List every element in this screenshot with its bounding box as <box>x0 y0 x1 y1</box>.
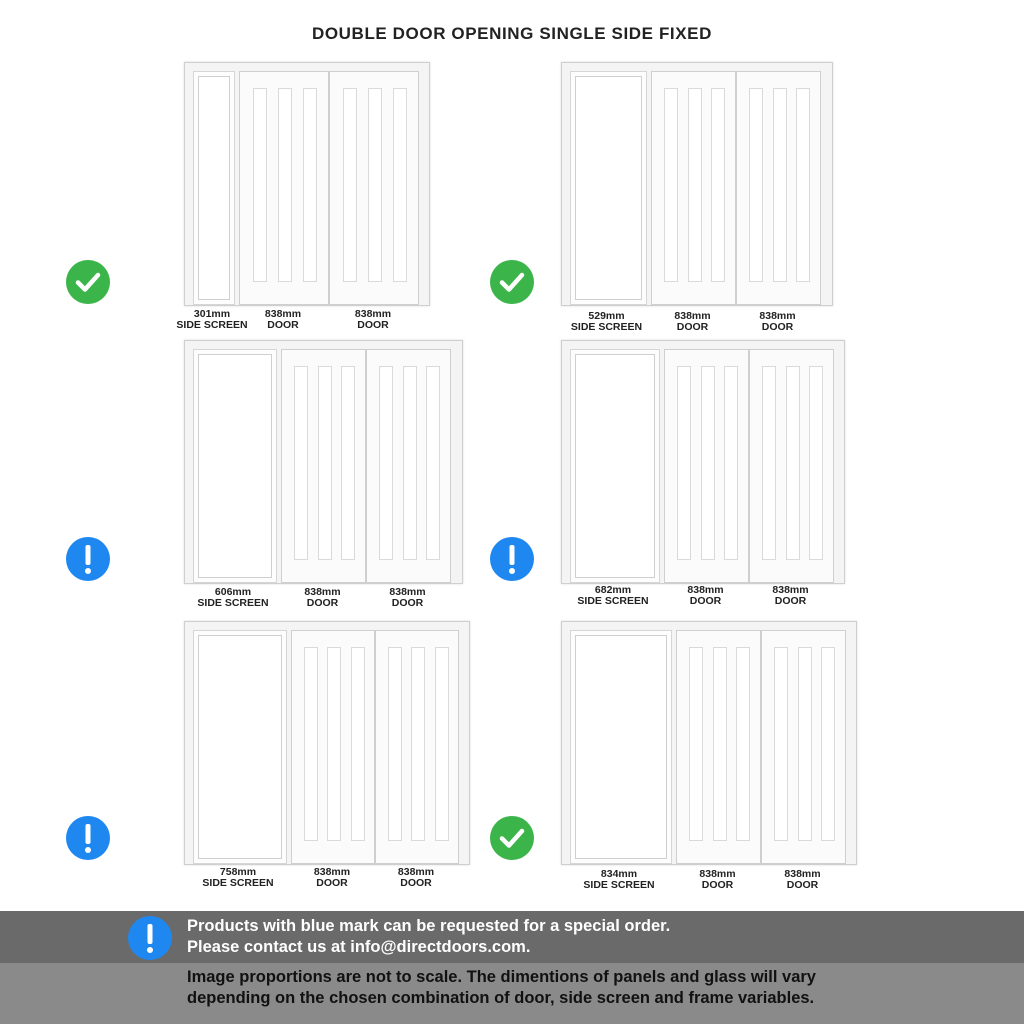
glass-pane <box>773 88 787 282</box>
glass-pane <box>303 88 317 282</box>
door-dimension <box>758 869 848 891</box>
glass-pane <box>426 366 440 560</box>
glass-pane <box>379 366 393 560</box>
special-order-line-1: Products with blue mark can be requested for a special order. <box>187 917 671 935</box>
dimension-value: 838mm <box>759 310 796 322</box>
glass-pane <box>327 647 341 841</box>
dimension-value: 758mm <box>219 866 257 878</box>
door-leaf <box>676 630 761 864</box>
exclamation-icon <box>66 537 110 581</box>
dimension-value: 838mm <box>699 868 736 880</box>
door-dimension <box>328 309 418 331</box>
glass-pane <box>713 647 727 841</box>
check-icon <box>490 260 534 304</box>
glass-pane <box>677 366 691 560</box>
glass-pane <box>786 366 800 560</box>
door-set-illustration <box>561 621 857 865</box>
door-dimension <box>278 587 368 609</box>
dimension-value: 838mm <box>313 866 351 878</box>
door-leaf <box>239 71 329 305</box>
glass-pane <box>701 366 715 560</box>
dimension-label: SIDE SCREEN <box>570 321 643 333</box>
check-icon <box>66 260 110 304</box>
dimension-label: SIDE SCREEN <box>583 879 655 891</box>
dimension-label: DOOR <box>701 879 734 891</box>
dimension-label: DOOR <box>774 595 807 607</box>
door-leaf <box>291 630 375 864</box>
door-dimension <box>287 867 377 889</box>
dimension-value: 838mm <box>784 868 821 880</box>
dimension-value: 529mm <box>588 310 625 322</box>
dimension-label: SIDE SCREEN <box>176 319 248 331</box>
dimension-label: DOOR <box>267 319 299 331</box>
glass-pane <box>253 88 267 282</box>
disclaimer-line-2: depending on the chosen combination of door, side screen and frame variables. <box>187 989 815 1007</box>
glass-pane <box>736 647 750 841</box>
check-icon <box>490 816 534 860</box>
side-screen-dimension <box>568 585 658 607</box>
door-dimension <box>746 585 836 607</box>
door-set-illustration <box>561 340 845 584</box>
door-leaf <box>366 349 451 583</box>
glass-pane <box>278 88 292 282</box>
door-dimension <box>673 869 763 891</box>
side-screen-dimension <box>193 867 283 889</box>
dimension-value: 838mm <box>354 308 392 320</box>
disclaimer-line-1: Image proportions are not to scale. The dimentions of panels and glass will vary <box>187 968 816 986</box>
dimension-value: 838mm <box>772 584 809 596</box>
side-screen-panel <box>570 349 660 583</box>
door-dimension <box>648 311 738 333</box>
dimension-label: DOOR <box>357 319 389 331</box>
glass-pane <box>351 647 365 841</box>
page-title: DOUBLE DOOR OPENING SINGLE SIDE FIXED <box>311 24 713 43</box>
glass-pane <box>411 647 425 841</box>
door-dimension <box>363 587 453 609</box>
dimension-value: 838mm <box>389 586 426 598</box>
dimension-value: 838mm <box>687 584 724 596</box>
glass-pane <box>343 88 357 282</box>
glass-pane <box>664 88 678 282</box>
door-set-illustration <box>184 621 470 865</box>
door-leaf <box>651 71 736 305</box>
glass-pane <box>403 366 417 560</box>
door-dimension <box>238 309 328 331</box>
glass-pane <box>341 366 355 560</box>
dimension-value: 838mm <box>397 866 435 878</box>
glass-pane <box>809 366 823 560</box>
side-screen-panel <box>193 71 235 305</box>
door-leaf <box>664 349 749 583</box>
glass-pane <box>368 88 382 282</box>
side-screen-panel <box>570 630 672 864</box>
dimension-label: SIDE SCREEN <box>577 595 649 607</box>
glass-pane <box>689 647 703 841</box>
side-screen-dimension <box>188 587 278 609</box>
dimension-value: 834mm <box>600 868 638 880</box>
glass-pane <box>711 88 725 282</box>
dimension-value: 301mm <box>193 308 231 320</box>
door-dimension <box>371 867 461 889</box>
dimension-value: 606mm <box>214 586 252 598</box>
dimension-label: DOOR <box>676 321 709 333</box>
door-set-illustration <box>184 340 463 584</box>
dimension-label: SIDE SCREEN <box>202 877 274 889</box>
side-screen-panel <box>570 71 647 305</box>
glass-pane <box>688 88 702 282</box>
door-set-illustration <box>561 62 833 306</box>
dimension-label: DOOR <box>689 595 722 607</box>
dimension-label: DOOR <box>306 597 339 609</box>
glass-pane <box>796 88 810 282</box>
door-dimension <box>733 311 823 333</box>
dimension-label: DOOR <box>761 321 794 333</box>
glass-pane <box>749 88 763 282</box>
dimension-label: SIDE SCREEN <box>197 597 269 609</box>
dimension-value: 838mm <box>674 310 711 322</box>
glass-pane <box>318 366 332 560</box>
glass-pane <box>821 647 835 841</box>
door-leaf <box>761 630 846 864</box>
door-set-illustration <box>184 62 430 306</box>
special-order-note <box>187 916 670 958</box>
glass-pane <box>724 366 738 560</box>
side-screen-dimension <box>574 869 664 891</box>
exclamation-icon <box>128 916 172 960</box>
glass-pane <box>774 647 788 841</box>
door-leaf <box>375 630 459 864</box>
special-order-line-2: Please contact us at info@directdoors.com. <box>187 938 531 956</box>
door-dimension <box>661 585 751 607</box>
dimension-value: 682mm <box>594 584 632 596</box>
side-screen-panel <box>193 630 287 864</box>
door-leaf <box>749 349 834 583</box>
door-leaf <box>736 71 821 305</box>
glass-pane <box>393 88 407 282</box>
dimension-value: 838mm <box>264 308 302 320</box>
glass-pane <box>304 647 318 841</box>
glass-pane <box>435 647 449 841</box>
side-screen-dimension <box>562 311 652 333</box>
glass-pane <box>798 647 812 841</box>
glass-pane <box>388 647 402 841</box>
exclamation-icon <box>490 537 534 581</box>
door-leaf <box>281 349 366 583</box>
side-screen-panel <box>193 349 277 583</box>
dimension-label: DOOR <box>391 597 424 609</box>
dimension-label: DOOR <box>786 879 819 891</box>
disclaimer-note <box>187 967 816 1009</box>
glass-pane <box>294 366 308 560</box>
dimension-value: 838mm <box>304 586 341 598</box>
door-leaf <box>329 71 419 305</box>
glass-pane <box>762 366 776 560</box>
dimension-label: DOOR <box>400 877 432 889</box>
dimension-label: DOOR <box>316 877 348 889</box>
exclamation-icon <box>66 816 110 860</box>
